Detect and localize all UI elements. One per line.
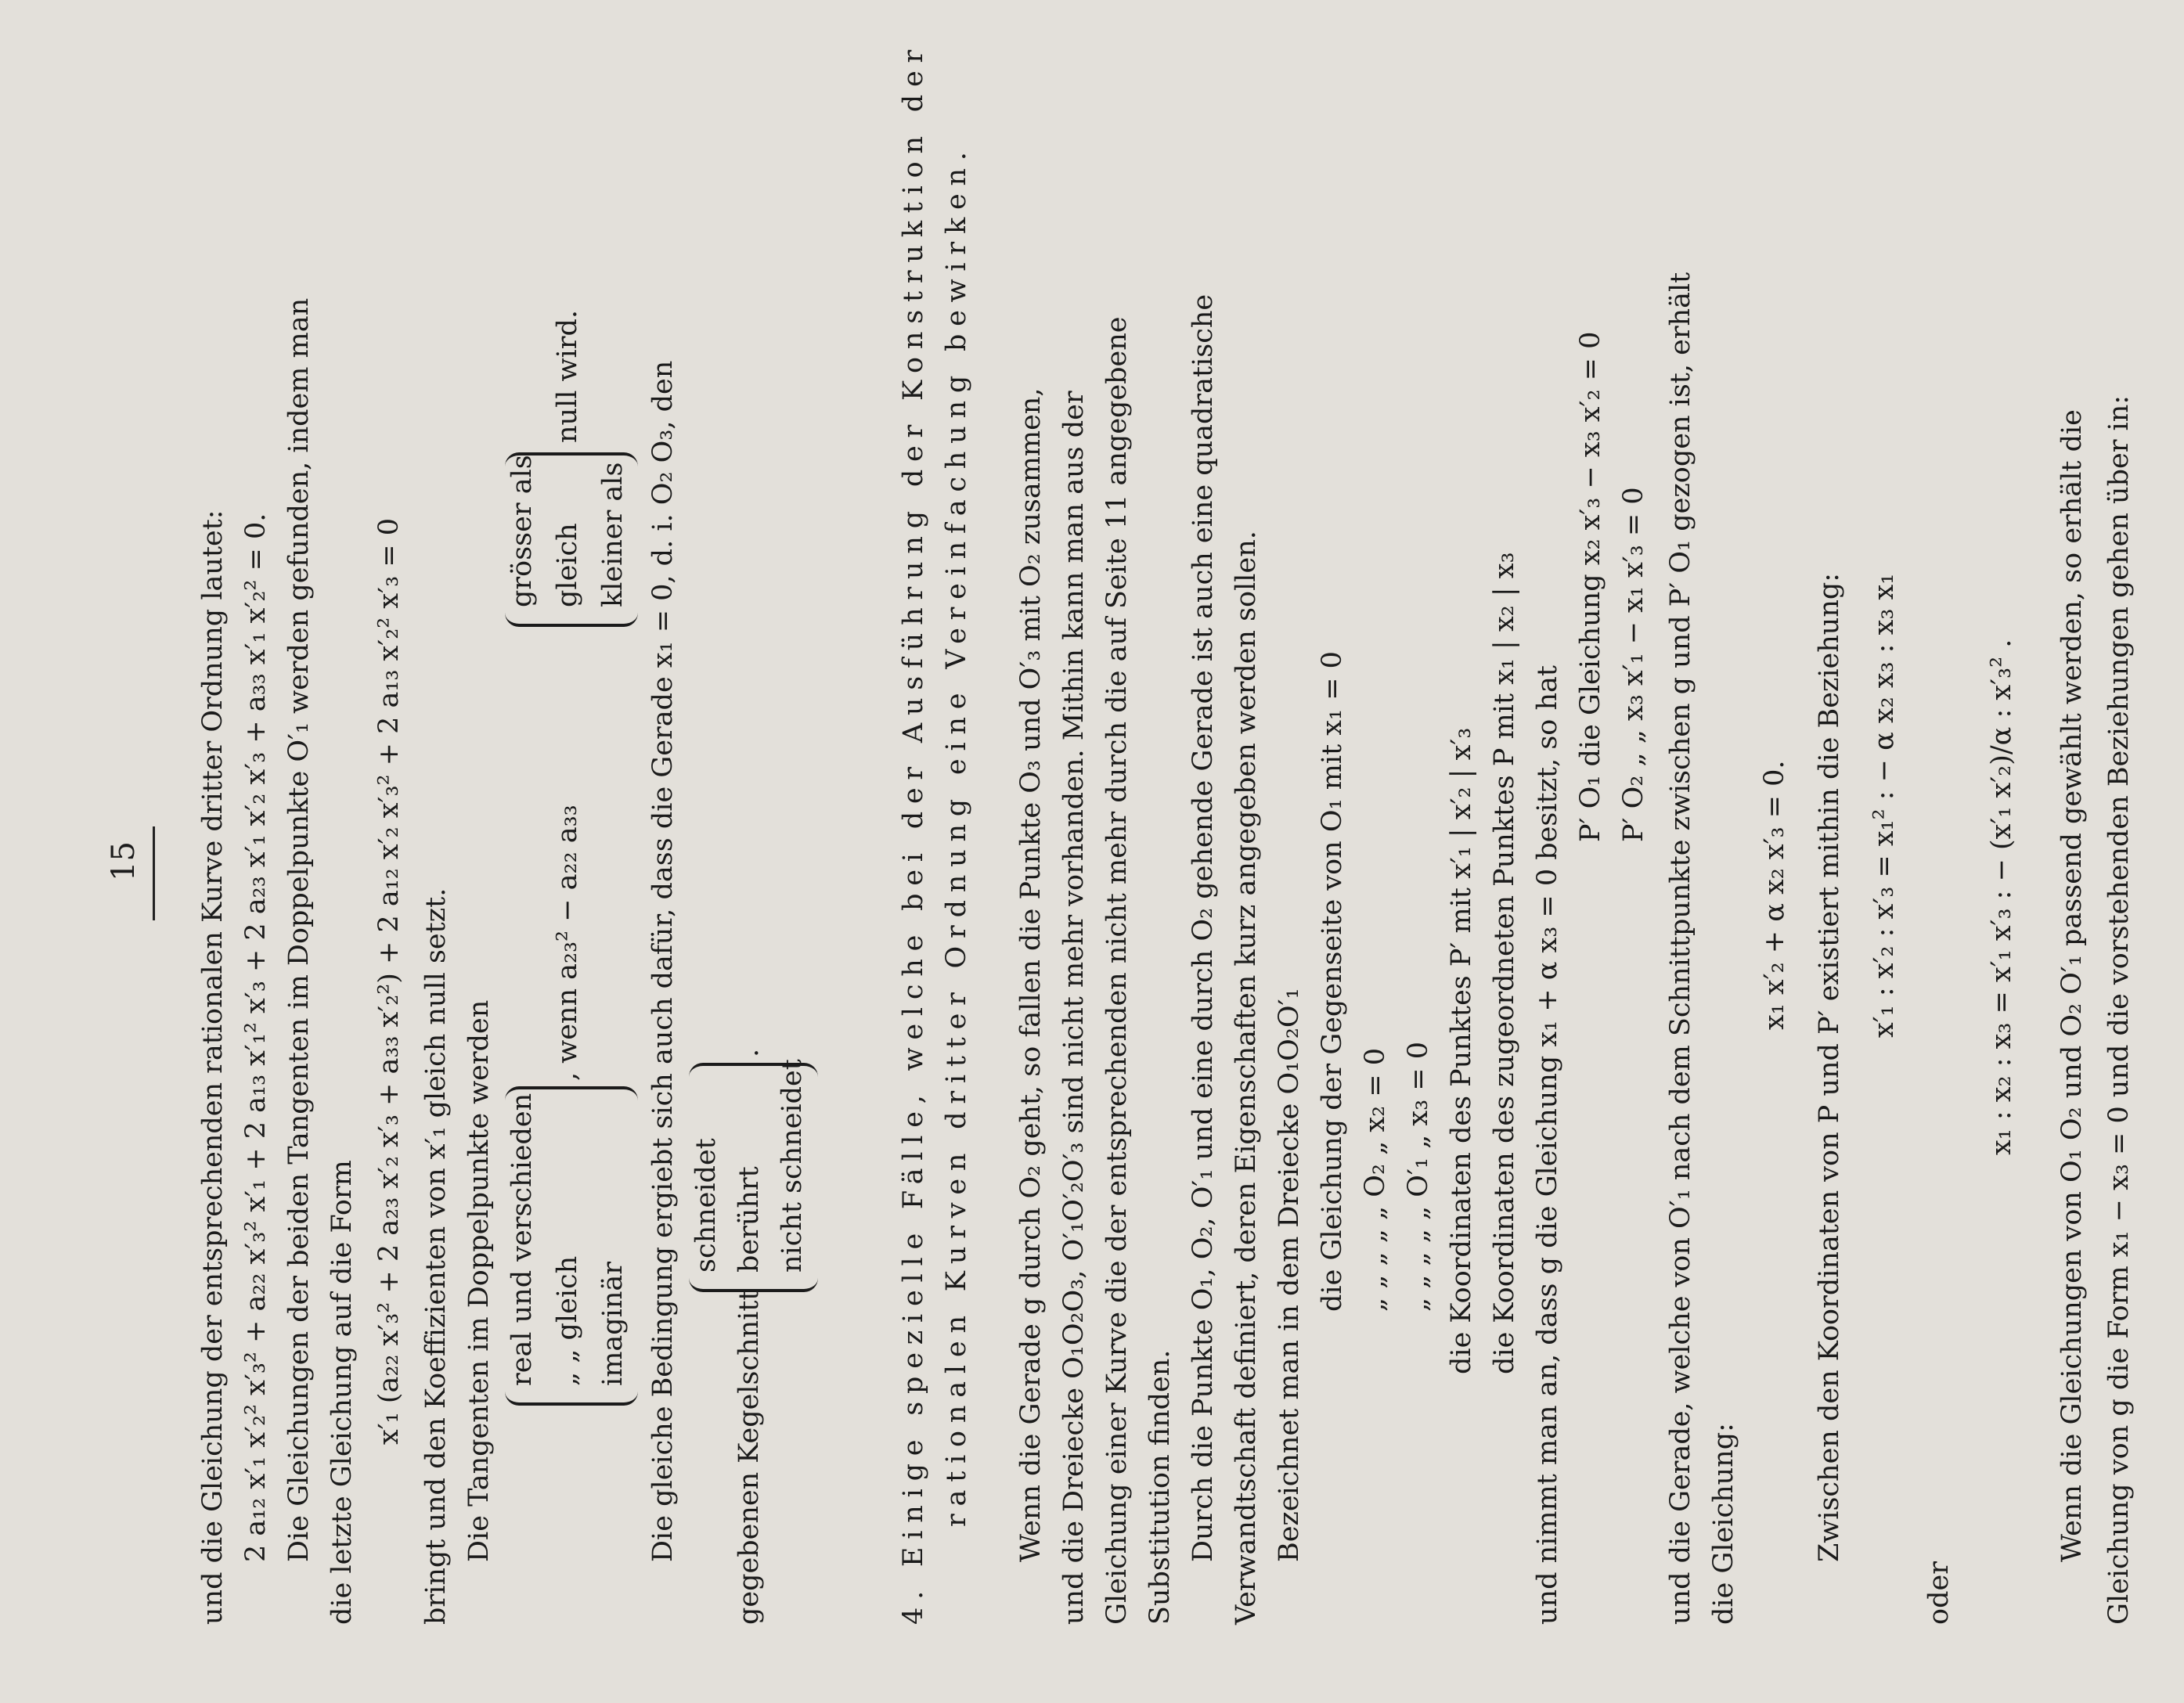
equation-line: x′₁ (a₂₂ x′₃² + 2 a₂₃ x′₂ x′₃ + a₃₃ x′₂²) + 2 a₁₂ x′₂ x′₃² + 2 a₁₃ x′₂² x′₃ = 0: [373, 518, 405, 1445]
page-number: 15: [106, 841, 142, 881]
text-line: die Gleichung:: [1708, 1423, 1739, 1625]
text-line: die Koordinaten des zugeordneten Punktes P mit x₁ | x₂ | x₃: [1489, 552, 1520, 1374]
text-line: und die Gerade, welche von O′₁ nach dem Schnittpunkte zwischen g und P′ O₁ gezogen ist, erhält: [1665, 272, 1696, 1625]
text-line: gegebenen Kegelschnitt: [733, 1289, 765, 1625]
text-line: Verwandtschaft definiert, deren Eigenschaften kurz angegeben werden sollen.: [1231, 531, 1262, 1625]
brace-tail: null wird.: [552, 309, 583, 443]
brace-item: kleiner als: [597, 462, 629, 607]
brace-item: nicht schneidet: [777, 1059, 808, 1273]
text-line: Die Tangenten im Doppelpunkte werden: [463, 999, 495, 1562]
brace-tail: .: [733, 1048, 765, 1057]
brace-item: grösser als: [506, 455, 538, 607]
text-line: Substitution finden.: [1144, 1349, 1176, 1625]
text-line: Durch die Punkte O₁, O₂, O′₁ und eine durch O₂ gehende Gerade ist auch eine quadratische: [1188, 293, 1219, 1562]
section-heading: rationalen Kurven dritter Ordnung eine Vereinfachung bewirken.: [941, 144, 972, 1527]
brace-item: berührt: [733, 1166, 765, 1273]
text-line: Gleichung von g die Form x₁ − x₃ = 0 und die vorstehenden Beziehungen gehen über in:: [2103, 394, 2135, 1625]
text-line: und die Dreiecke O₁O₂O₃, O′₁O′₂O′₃ sind nicht mehr vorhanden. Mithin kann man aus der: [1058, 391, 1090, 1625]
text-line: „ „ „ „ „ O′₁ „ x₃ = 0: [1403, 1042, 1434, 1312]
text-line: Die Gleichungen der beiden Tangenten im Doppelpunkte O′₁ werden gefunden, indem man: [283, 297, 315, 1562]
brace-item: schneidet: [690, 1138, 722, 1273]
right-brace: [505, 1086, 638, 1100]
text-line: oder: [1923, 1561, 1955, 1625]
left-brace: [689, 1278, 818, 1292]
text-line: bringt und den Koeffizienten von x′₁ gleich null setzt.: [420, 888, 452, 1625]
right-brace: [689, 1063, 818, 1077]
text-line: Gleichung einer Kurve die der entsprechenden nicht mehr durch die auf Seite 11 angegebene: [1101, 316, 1133, 1625]
text-line: und die Gleichung der entsprechenden rationalen Kurve dritter Ordnung lautet:: [197, 509, 229, 1625]
page-number-rule: [153, 826, 155, 920]
equation-line: x′₁ : x′₂ : x′₃ = x₁² : − α x₂ x₃ : x₃ x₁: [1869, 573, 1900, 1038]
text-line: Bezeichnet man in dem Dreiecke O₁O₂O′₁: [1274, 988, 1305, 1562]
text-line: die letzte Gleichung auf die Form: [326, 1160, 358, 1625]
brace-item: imaginär: [597, 1262, 629, 1386]
equation-line: P′ O₁ die Gleichung x₂ x′₃ − x₃ x′₂ = 0: [1575, 331, 1606, 842]
right-brace: [505, 452, 638, 466]
text-line: Zwischen den Koordinaten von P und P′ existiert mithin die Beziehung:: [1814, 572, 1845, 1562]
text-line: „ „ „ „ „ O₂ „ x₂ = 0: [1360, 1047, 1391, 1312]
text-line: die Koordinaten des Punktes P′ mit x′₁ | x′₂ | x′₃: [1446, 727, 1477, 1374]
text-line: Wenn die Gerade g durch O₂ geht, so fallen die Punkte O₃ und O′₃ mit O₂ zusammen,: [1015, 387, 1047, 1562]
section-heading: 4. Einige spezielle Fälle, welche bei der Ausführung der Konstruktion der: [898, 42, 929, 1625]
brace-item: gleich: [552, 523, 583, 607]
brace-item: „ „ gleich: [552, 1255, 583, 1386]
left-brace: [505, 613, 638, 627]
text-line: Wenn die Gleichungen von O₁ O₂ und O₂ O′₁ passend gewählt werden, so erhält die: [2056, 409, 2088, 1562]
brace-condition: , wenn a₂₃² − a₂₂ a₃₃: [552, 805, 583, 1081]
equation-line: 2 a₁₂ x′₁ x′₂² x′₃² + a₂₂ x′₃² x′₁ + 2 a₁₃ x′₁² x′₃ + 2 a₂₃ x′₁ x′₂ x′₃ + a₃₃ x′₁ x′₂² = 0.: [240, 513, 272, 1562]
equation-line: P′ O₂ „ „ x₃ x′₁ − x₁ x′₃ = 0: [1618, 487, 1649, 842]
brace-item: real und verschieden: [506, 1093, 538, 1386]
left-brace: [505, 1392, 638, 1406]
text-line: die Gleichung der Gegenseite von O₁ mit x₁ = 0: [1317, 651, 1348, 1312]
text-line: und nimmt man an, dass g die Gleichung x₁ + α x₃ = 0 besitzt, so hat: [1532, 665, 1563, 1625]
equation-line: x₁ x′₂ + α x₂ x′₃ = 0.: [1759, 760, 1790, 1030]
text-line: Die gleiche Bedingung ergiebt sich auch dafür, dass die Gerade x₁ = 0, d. i. O₂ O₃, den: [647, 360, 679, 1562]
equation-line: x₁ : x₂ : x₃ = x′₁ x′₃ : − (x′₁ x′₂)/α : x′₃² .: [1986, 639, 2017, 1155]
